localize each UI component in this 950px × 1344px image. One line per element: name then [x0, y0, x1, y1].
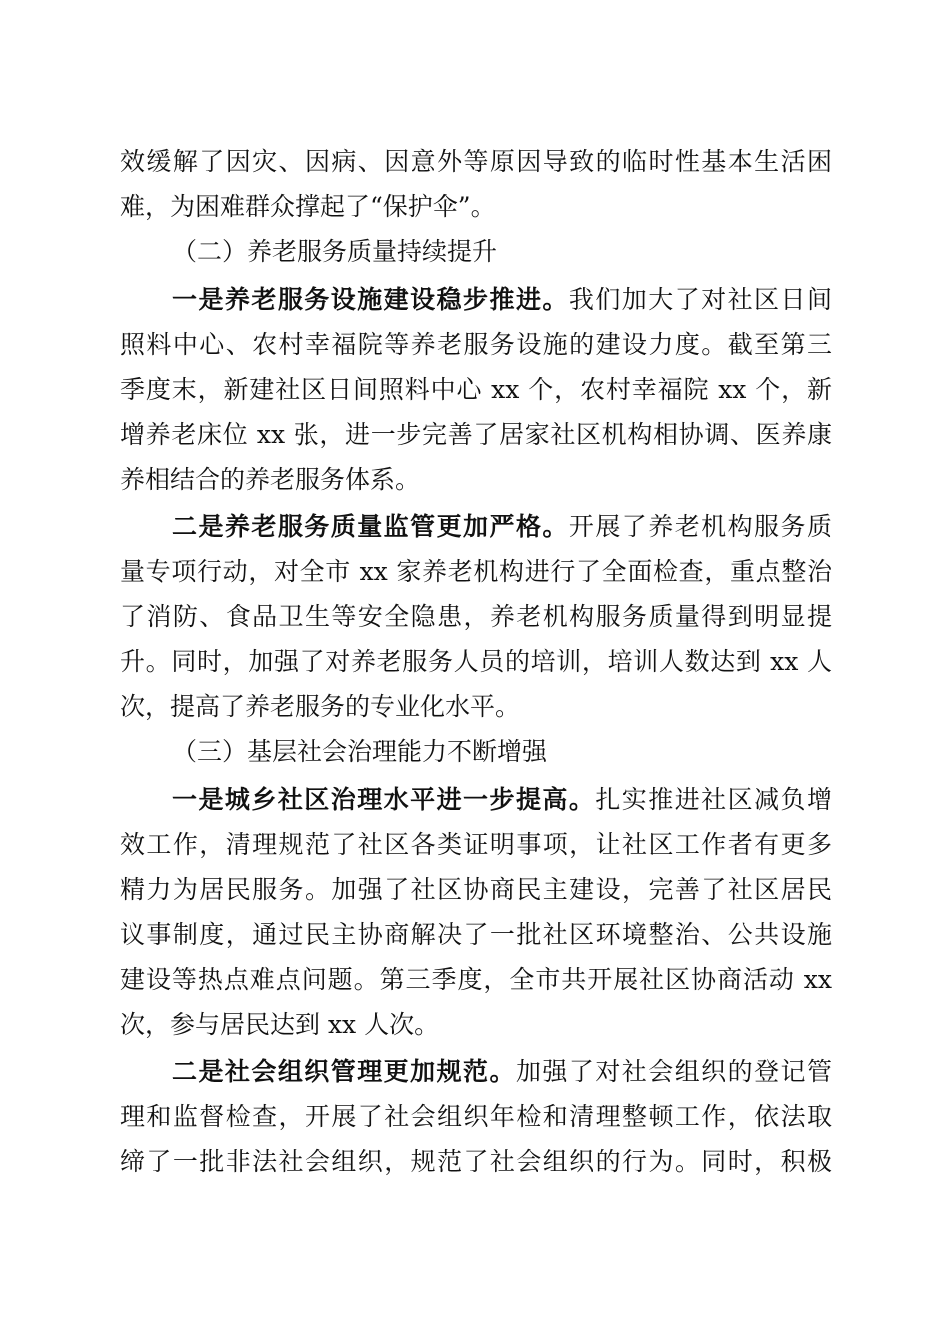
intro-line-2: 难，为困难群众撑起了“保护伞”。 [120, 192, 496, 221]
section-3-para-1-line-4: 议事制度，通过民主协商解决了一批社区环境整治、公共设施 [120, 920, 832, 949]
section-2-heading: （二）养老服务质量持续提升 [172, 237, 498, 266]
section-2-para-1-line-1-rest: 我们加大了对社区日间 [568, 285, 832, 314]
section-2-para-2-line-2: 量专项行动，对全市 xx 家养老机构进行了全面检查，重点整治 [120, 557, 832, 586]
intro-line-1: 效缓解了因灾、因病、因意外等原因导致的临时性基本生活困 [120, 147, 832, 176]
section-3-para-2-line-2: 理和监督检查，开展了社会组织年检和清理整顿工作，依法取 [120, 1102, 832, 1131]
section-2-para-2-line-1 [172, 511, 832, 543]
section-2-para-1-line-5: 养相结合的养老服务体系。 [120, 465, 421, 494]
section-2-para-1-lead: 一是养老服务设施建设稳步推进。 [172, 285, 569, 314]
section-2-para-2-line-5: 次，提高了养老服务的专业化水平。 [120, 692, 521, 721]
section-2-para-2-lead: 二是养老服务质量监管更加严格。 [172, 512, 569, 541]
section-3-para-1-line-2: 效工作，清理规范了社区各类证明事项，让社区工作者有更多 [120, 830, 832, 859]
section-2-para-1-line-4: 增养老床位 xx 张，进一步完善了居家社区机构相协调、医养康 [120, 420, 832, 449]
section-2-para-1-line-3: 季度末，新建社区日间照料中心 xx 个，农村幸福院 xx 个，新 [120, 375, 832, 404]
section-3-para-1-line-3: 精力为居民服务。加强了社区协商民主建设，完善了社区居民 [120, 875, 832, 904]
section-3-para-1-line-5: 建设等热点难点问题。第三季度，全市共开展社区协商活动 xx [120, 965, 832, 994]
section-3-para-2-lead: 二是社会组织管理更加规范。 [172, 1057, 516, 1086]
section-3-heading: （三）基层社会治理能力不断增强 [172, 737, 548, 766]
section-3-para-1-line-1-rest: 扎实推进社区减负增 [595, 785, 832, 814]
section-2-para-2-line-4: 升。同时，加强了对养老服务人员的培训，培训人数达到 xx 人 [120, 647, 832, 676]
section-2-para-2-line-1-rest: 开展了养老机构服务质 [568, 512, 832, 541]
section-3-para-1-line-1 [172, 784, 832, 816]
section-3-para-2-line-1 [172, 1056, 832, 1088]
section-2-para-1-line-1 [172, 284, 832, 316]
section-3-para-1-lead: 一是城乡社区治理水平进一步提高。 [172, 785, 596, 814]
section-3-para-1-line-6: 次，参与居民达到 xx 人次。 [120, 1010, 440, 1039]
section-2-para-1-line-2: 照料中心、农村幸福院等养老服务设施的建设力度。截至第三 [120, 330, 832, 359]
section-2-para-2-line-3: 了消防、食品卫生等安全隐患，养老机构服务质量得到明显提 [120, 602, 832, 631]
section-3-para-2-line-1-rest: 加强了对社会组织的登记管 [515, 1057, 832, 1086]
section-3-para-2-line-3: 缔了一批非法社会组织，规范了社会组织的行为。同时，积极 [120, 1147, 832, 1176]
